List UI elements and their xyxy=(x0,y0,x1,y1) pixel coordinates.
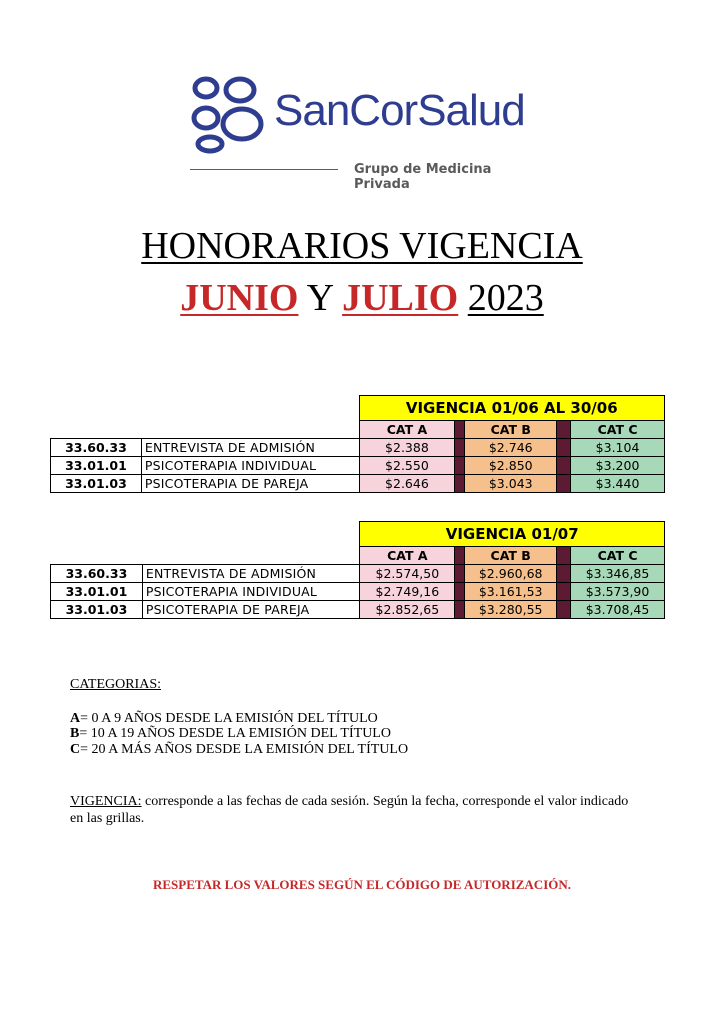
category-letter: B xyxy=(70,726,80,741)
category-text: = 20 A MÁS AÑOS DESDE LA EMISIÓN DEL TÍTULO xyxy=(80,742,409,757)
row-description: PSICOTERAPIA INDIVIDUAL xyxy=(142,583,360,601)
table-row xyxy=(51,457,665,475)
value-cat-a: $2.646 xyxy=(359,475,455,493)
col-header-cat-b: CAT B xyxy=(465,547,557,565)
vigencia-note xyxy=(70,793,710,827)
table-row xyxy=(51,583,665,601)
row-description: PSICOTERAPIA DE PAREJA xyxy=(141,475,359,493)
row-code: 33.01.01 xyxy=(51,457,142,475)
row-code: 33.60.33 xyxy=(51,565,143,583)
category-text: = 10 A 19 AÑOS DESDE LA EMISIÓN DEL TÍTULO xyxy=(79,726,391,741)
sancor-logo xyxy=(190,72,540,192)
row-description: ENTREVISTA DE ADMISIÓN xyxy=(141,439,359,457)
category-letter: A xyxy=(70,711,81,726)
value-cat-c: $3.440 xyxy=(571,475,665,493)
col-header-cat-c: CAT C xyxy=(571,421,665,439)
table-row xyxy=(51,565,665,583)
value-cat-c: $3.573,90 xyxy=(571,583,665,601)
value-cat-a: $2.749,16 xyxy=(360,583,455,601)
value-cat-c: $3.200 xyxy=(571,457,665,475)
table-heading: VIGENCIA 01/07 xyxy=(360,522,665,547)
fees-table-july xyxy=(50,521,665,619)
category-text: = 0 A 9 AÑOS DESDE LA EMISIÓN DEL TÍTULO xyxy=(80,711,378,726)
value-cat-b: $3.161,53 xyxy=(465,583,557,601)
vigencia-label: VIGENCIA: xyxy=(70,794,142,809)
table-row xyxy=(51,439,665,457)
vigencia-text-line1: corresponde a las fechas de cada sesión. Según la fecha, corresponde el valor indicado xyxy=(141,794,629,809)
category-b-line xyxy=(70,725,391,742)
page-subtitle xyxy=(0,276,724,320)
page-title xyxy=(0,224,724,268)
title-line1: HONORARIOS VIGENCIA xyxy=(141,225,583,267)
table-heading: VIGENCIA 01/06 AL 30/06 xyxy=(359,396,664,421)
logo-brand-text: SanCorSalud xyxy=(274,86,525,135)
value-cat-a: $2.852,65 xyxy=(360,601,455,619)
row-code: 33.01.03 xyxy=(51,601,143,619)
value-cat-b: $2.850 xyxy=(465,457,557,475)
title-year: 2023 xyxy=(467,277,544,319)
value-cat-a: $2.388 xyxy=(359,439,455,457)
value-cat-b: $2.746 xyxy=(465,439,557,457)
logo-tagline: Grupo de Medicina Privada xyxy=(354,162,492,192)
category-c-line xyxy=(70,741,408,758)
vigencia-text-line2: en las grillas. xyxy=(70,811,145,826)
value-cat-b: $2.960,68 xyxy=(465,565,557,583)
row-description: ENTREVISTA DE ADMISIÓN xyxy=(142,565,360,583)
col-header-cat-a: CAT A xyxy=(360,547,455,565)
row-description: PSICOTERAPIA DE PAREJA xyxy=(142,601,360,619)
title-connector: Y xyxy=(306,277,333,319)
value-cat-c: $3.346,85 xyxy=(571,565,665,583)
authorization-warning: RESPETAR LOS VALORES SEGÚN EL CÓDIGO DE AUTORIZACIÓN. xyxy=(152,877,572,892)
col-header-cat-a: CAT A xyxy=(359,421,455,439)
table-row xyxy=(51,601,665,619)
table-row xyxy=(51,475,665,493)
value-cat-a: $2.574,50 xyxy=(360,565,455,583)
value-cat-c: $3.104 xyxy=(571,439,665,457)
row-description: PSICOTERAPIA INDIVIDUAL xyxy=(141,457,359,475)
logo-divider xyxy=(190,169,338,170)
row-code: 33.01.03 xyxy=(51,475,142,493)
col-header-cat-c: CAT C xyxy=(571,547,665,565)
categories-heading: CATEGORIAS: xyxy=(70,677,162,692)
value-cat-b: $3.280,55 xyxy=(465,601,557,619)
value-cat-c: $3.708,45 xyxy=(571,601,665,619)
fees-table-june xyxy=(50,395,665,493)
col-header-cat-b: CAT B xyxy=(465,421,557,439)
title-month1: JUNIO xyxy=(180,277,299,319)
value-cat-b: $3.043 xyxy=(465,475,557,493)
row-code: 33.01.01 xyxy=(51,583,143,601)
row-code: 33.60.33 xyxy=(51,439,142,457)
category-letter: C xyxy=(70,742,81,757)
value-cat-a: $2.550 xyxy=(359,457,455,475)
title-month2: JULIO xyxy=(342,277,459,319)
logo-rings-icon xyxy=(190,74,270,154)
